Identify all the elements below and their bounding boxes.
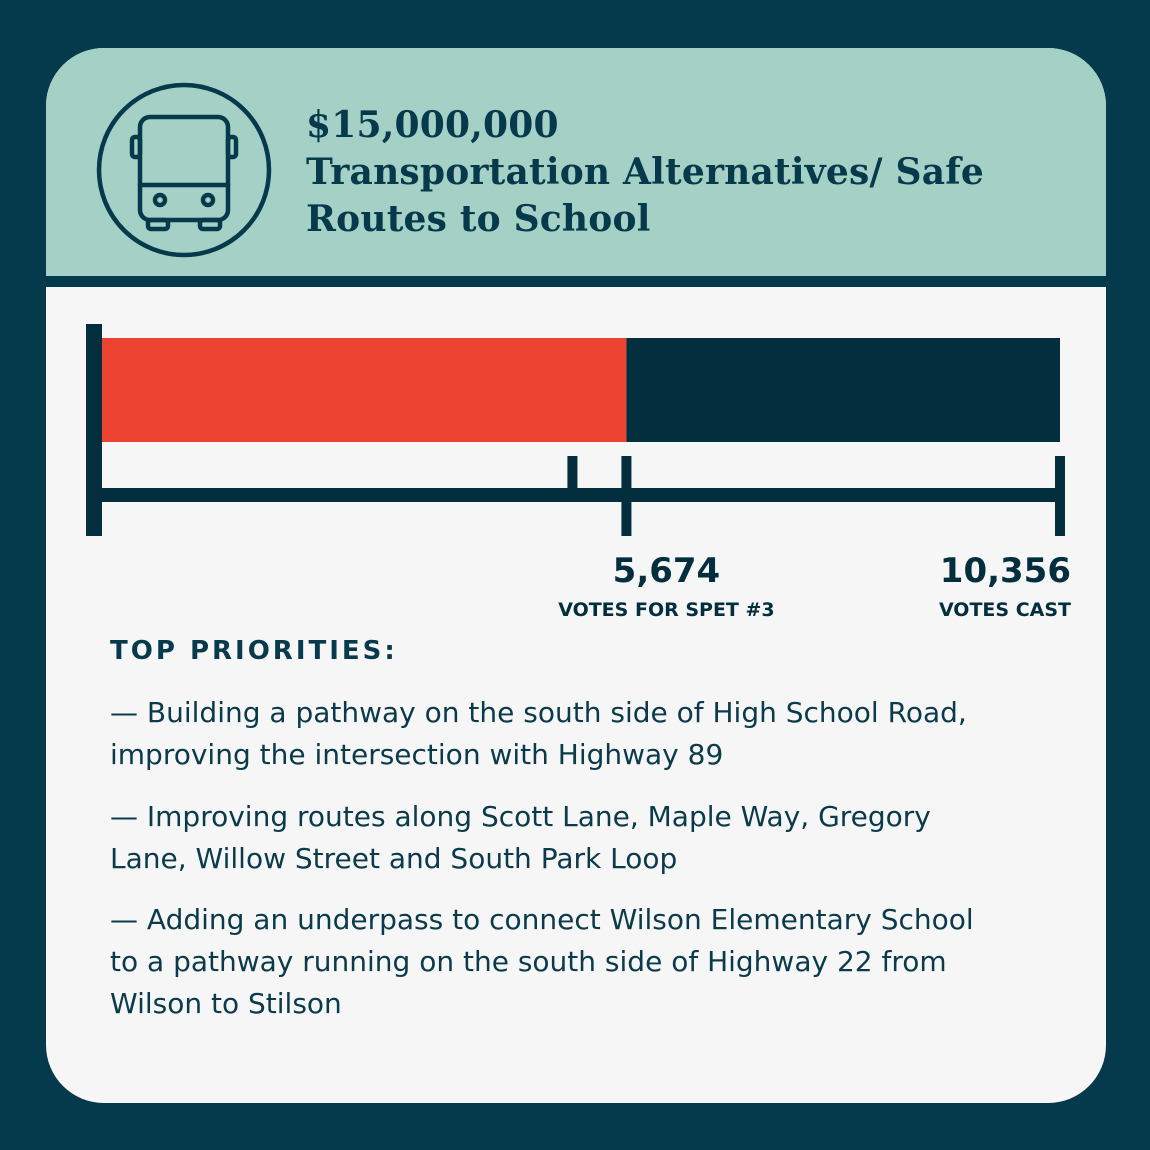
header-title-line1: Transportation Alternatives/ Safe bbox=[306, 151, 985, 193]
votes-chart bbox=[46, 48, 1106, 648]
priorities-title: TOP PRIORITIES: bbox=[110, 636, 398, 666]
priority-item-3 bbox=[110, 899, 1050, 1025]
priority-item-2 bbox=[110, 796, 1050, 880]
axis-line bbox=[94, 488, 1064, 502]
info-card bbox=[46, 48, 1106, 1103]
budget-amount: $15,000,000 bbox=[306, 104, 559, 146]
priority-item-3-line1: — Adding an underpass to connect Wilson Elementary School bbox=[110, 903, 974, 936]
marker-value-1: 5,674 bbox=[612, 551, 721, 591]
axis-start-line bbox=[86, 324, 102, 536]
priority-item-1-line2: improving the intersection with Highway 89 bbox=[110, 738, 724, 771]
priority-item-3-line3: Wilson to Stilson bbox=[110, 987, 342, 1020]
marker-tick-1 bbox=[621, 456, 631, 536]
priority-item-1-line1: — Building a pathway on the south side of High School Road, bbox=[110, 696, 967, 729]
bar-segment-1 bbox=[101, 338, 626, 442]
priority-item-3-line2: to a pathway running on the south side of Highway 22 from bbox=[110, 945, 947, 978]
marker-value-2: 10,356 bbox=[939, 551, 1071, 591]
priority-item-2-line1: — Improving routes along Scott Lane, Maple Way, Gregory bbox=[110, 800, 931, 833]
marker-tick-2 bbox=[1055, 456, 1065, 536]
marker-caption-2: VOTES CAST bbox=[938, 599, 1071, 621]
priority-item-1 bbox=[110, 692, 1050, 776]
axis-minor-tick bbox=[567, 456, 577, 492]
bar-segment-2 bbox=[626, 338, 1060, 442]
priority-item-2-line2: Lane, Willow Street and South Park Loop bbox=[110, 842, 678, 875]
marker-caption-1: VOTES FOR SPET #3 bbox=[558, 599, 775, 621]
header-title-line2: Routes to School bbox=[306, 198, 651, 240]
